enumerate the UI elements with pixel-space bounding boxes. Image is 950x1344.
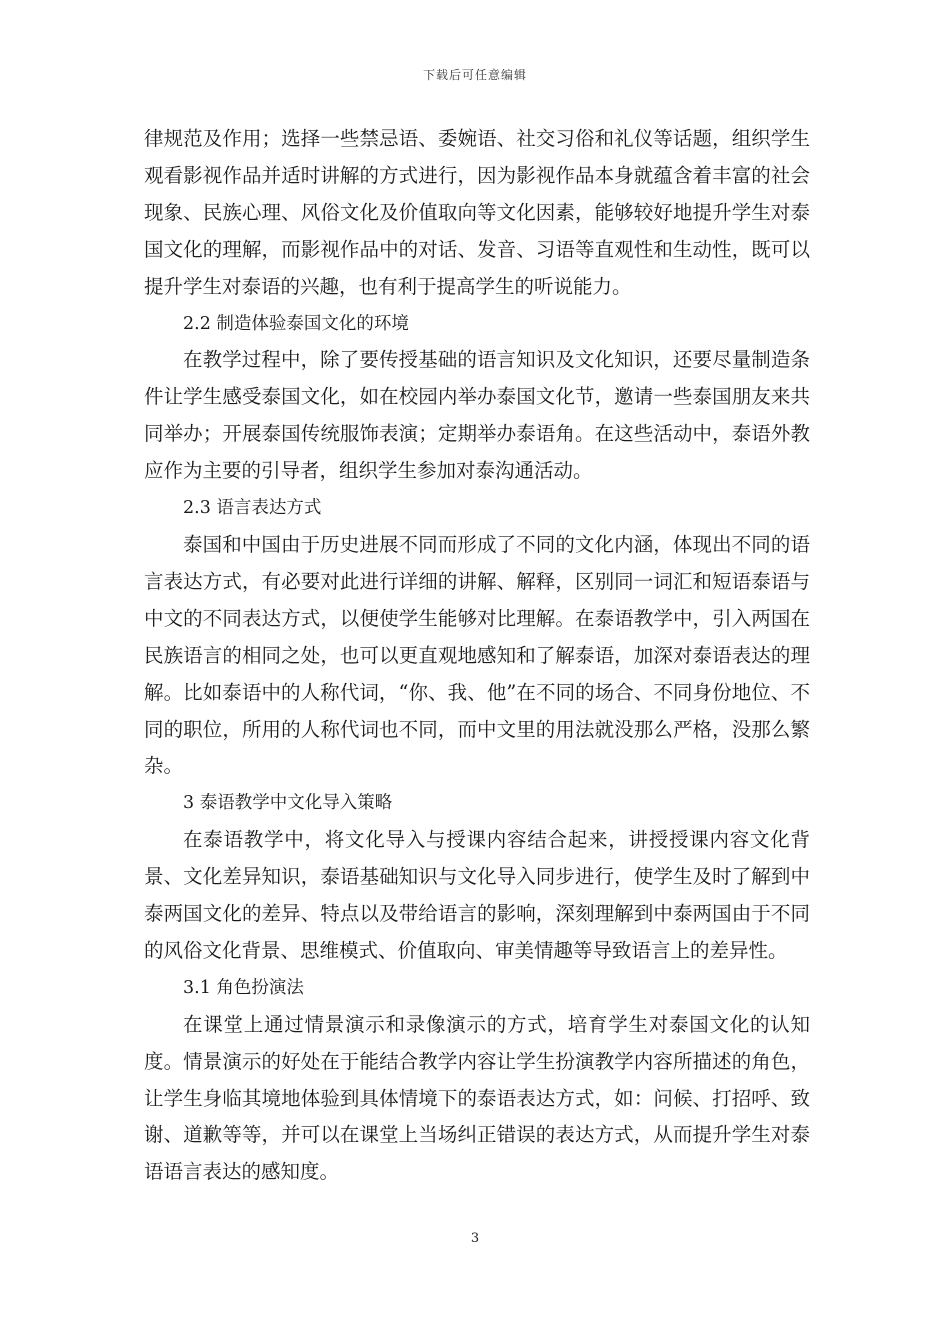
section-heading: 2.2 制造体验泰国文化的环境 (183, 313, 409, 334)
paragraph: 在课堂上通过情景演示和录像演示的方式，培育学生对泰国文化的认知度。情景演示的好处在于能结合教学内容让学生扮演教学内容所描述的角色，让学生身临其境地体验到具体情境下的泰语表达方式，如：问候、打招呼、致谢、道歉等等，并可以在课堂上当场纠正错误的表达方式，从而提升学生对泰语语言表达的感知度。 (144, 1012, 810, 1184)
page-number: 3 (470, 1231, 480, 1246)
paragraph: 律规范及作用；选择一些禁忌语、委婉语、社交习俗和礼仪等话题，组织学生观看影视作品并适时讲解的方式进行，因为影视作品本身就蕴含着丰富的社会现象、民族心理、风俗文化及价值取向等文化因素，能够较好地提升学生对泰国文化的理解，而影视作品中的对话、发音、习语等直观性和生动性，既可以提升学生对泰语的兴趣，也有利于提高学生的听说能力。 (144, 127, 810, 298)
paragraph: 在泰语教学中，将文化导入与授课内容结合起来，讲授授课内容文化背景、文化差异知识，泰语基础知识与文化导入同步进行，使学生及时了解到中泰两国文化的差异、特点以及带给语言的影响，深刻理解到中泰两国由于不同的风俗文化背景、思维模式、价值取向、审美情趣等导致语言上的差异性。 (144, 828, 810, 962)
paragraph: 在教学过程中，除了要传授基础的语言知识及文化知识，还要尽量制造条件让学生感受泰国文化，如在校园内举办泰国文化节，邀请一些泰国朋友来共同举办；开展泰国传统服饰表演；定期举办泰语角。在这些活动中，泰语外教应作为主要的引导者，组织学生参加对泰沟通活动。 (144, 348, 810, 483)
section-heading: 3.1 角色扮演法 (183, 977, 304, 998)
section-heading: 3 泰语教学中文化导入策略 (183, 793, 393, 814)
section-heading: 2.3 语言表达方式 (183, 498, 322, 519)
document-body (144, 121, 810, 1191)
paragraph: 泰国和中国由于历史进展不同而形成了不同的文化内涵，体现出不同的语言表达方式，有必要对此进行详细的讲解、解释，区别同一词汇和短语泰语与中文的不同表达方式，以便使学生能够对比理解。在泰语教学中，引入两国在民族语言的相同之处，也可以更直观地感知和了解泰语，加深对泰语表达的理解。比如泰语中的人称代词，“你、我、他”在不同的场合、不同身份地位、不同的职位，所用的人称代词也不同，而中文里的用法就没那么严格，没那么繁杂。 (144, 532, 810, 778)
header-note: 下载后可任意编辑 (422, 68, 527, 82)
